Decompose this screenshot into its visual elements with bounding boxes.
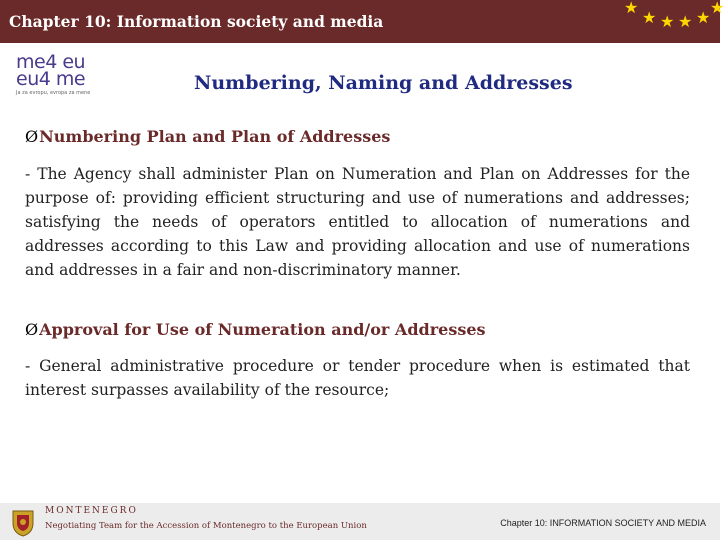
- footer-country: MONTENEGRO: [45, 506, 138, 516]
- logo-line-1: me4 eu: [16, 51, 86, 73]
- section-body-approval: - General administrative procedure or tender procedure when is estimated that interest surpasses availability of the resource;: [25, 357, 690, 399]
- coat-of-arms-icon: [8, 507, 38, 537]
- section-heading-text: Numbering Plan and Plan of Addresses: [39, 127, 391, 146]
- logo-tagline: Ja za evropu, evropa za mene: [16, 90, 91, 96]
- footer-bar: [0, 503, 720, 540]
- section-heading-approval: [25, 320, 486, 339]
- slide-title: Numbering, Naming and Addresses: [194, 72, 573, 94]
- logo-line-2: eu4 me: [16, 68, 86, 90]
- section-heading-text: Approval for Use of Numeration and/or Addresses: [39, 320, 486, 339]
- section-body-numbering-plan: - The Agency shall administer Plan on Numeration and Plan on Addresses for the purpose of: providing efficient structuring and use of numerations and addresses; satisfying the needs of operators entitled to allocation of numerations and addresses according to this Law and providing allocation and use of numerations and addresses in a fair and non-discriminatory manner.: [25, 165, 690, 279]
- arrow-bullet-icon: Ø: [25, 127, 39, 146]
- footer-chapter: Chapter 10: INFORMATION SOCIETY AND MEDIA: [500, 518, 706, 528]
- section-heading-numbering-plan: [25, 127, 390, 146]
- header-bar: [0, 0, 724, 43]
- footer-team: Negotiating Team for the Accession of Montenegro to the European Union: [45, 521, 367, 531]
- arrow-bullet-icon: Ø: [25, 320, 39, 339]
- me4eu-logo: [16, 51, 116, 100]
- chapter-title: Chapter 10: Information society and media: [9, 12, 384, 31]
- eu-stars-icon: ★ ★ ★ ★ ★ ★: [624, 0, 724, 31]
